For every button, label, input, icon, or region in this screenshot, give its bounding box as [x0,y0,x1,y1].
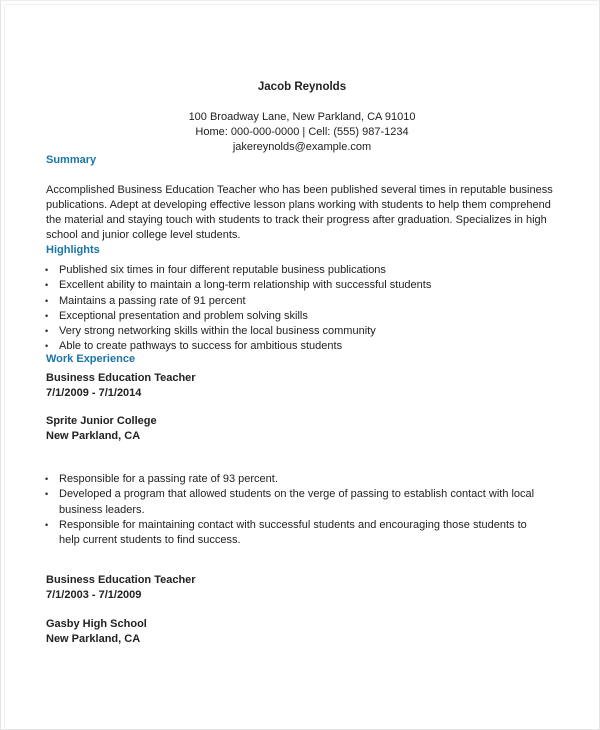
job-employer: Sprite Junior College [46,415,157,427]
highlight-item: • Published six times in four different reputable business publications [46,263,558,278]
highlight-item: • Exceptional presentation and problem solving skills [46,309,558,324]
job-dates: 7/1/2009 - 7/1/2014 [46,387,142,399]
highlight-item: • Able to create pathways to success for ambitious students [46,339,558,354]
page-frame-inner-top [4,4,600,5]
phone-numbers: Home: 000-000-0000 | Cell: (555) 987-1234 [195,126,409,138]
job-employer: Gasby High School [46,618,147,630]
candidate-name: Jacob Reynolds [257,81,347,93]
bullet-icon: • [45,310,49,321]
bullet-icon: • [45,489,49,500]
summary-heading: Summary [46,154,97,166]
job-responsibilities-list [46,472,546,548]
responsibility-item: • Developed a program that allowed students on the verge of passing to establish contact with local business leaders. [45,488,535,516]
job-dates: 7/1/2003 - 7/1/2009 [46,589,142,601]
bullet-icon: • [45,265,49,275]
summary-text: Accomplished Business Education Teacher who has been published several times in reputable business publications. Adept at developing effective lesson plans working with students to help them comprehend the material and staying touch with students to track their progress after graduation. Specializes in high school and junior college level students. [46,184,553,241]
bullet-icon: • [45,519,49,530]
bullet-icon: • [45,295,49,306]
highlight-item: • Excellent ability to maintain a long-term relationship with successful students [46,278,558,293]
bullet-icon: • [45,341,49,352]
highlights-list [46,263,558,355]
responsibility-item: • Responsible for maintaining contact with successful students and encouraging those students to help current students to find success. [45,518,527,547]
highlight-item: • Very strong networking skills within the local business community [46,324,558,339]
page-frame-inner-left [4,4,5,730]
responsibility-item: • Responsible for a passing rate of 93 percent. [46,472,546,487]
job-title: Business Education Teacher [46,574,196,586]
job-title: Business Education Teacher [46,372,196,384]
email: jakereynolds@example.com [232,141,372,153]
bullet-icon: • [45,280,49,291]
highlights-heading: Highlights [46,244,100,256]
bullet-icon: • [45,474,49,484]
work-experience-heading: Work Experience [46,353,136,365]
address: 100 Broadway Lane, New Parkland, CA 91010 [188,111,416,123]
contact-block [46,110,558,155]
job-location: New Parkland, CA [46,430,141,442]
job-location: New Parkland, CA [46,633,141,645]
bullet-icon: • [45,326,49,337]
highlight-item: • Maintains a passing rate of 91 percent [46,294,558,309]
